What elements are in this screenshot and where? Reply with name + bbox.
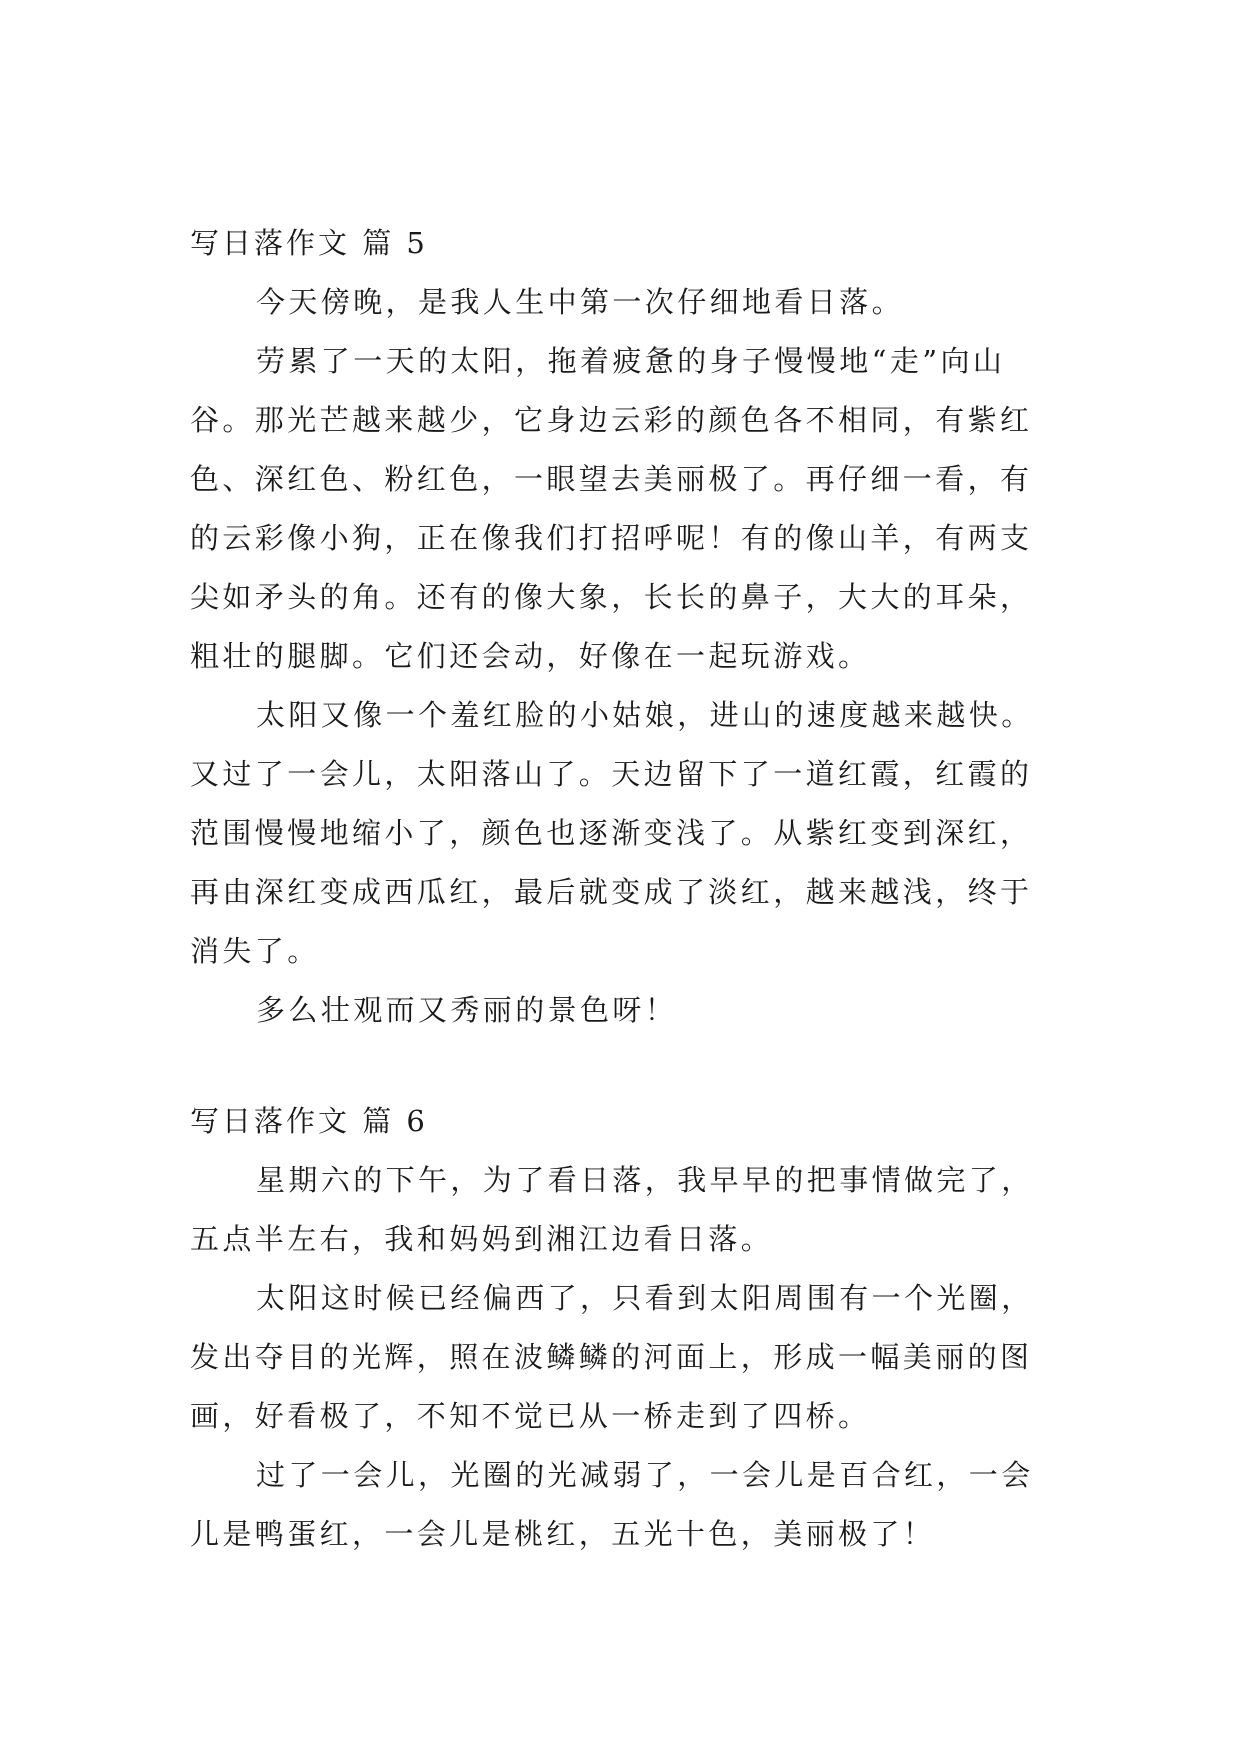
paragraph-line: 再由深红变成西瓜红，最后就变成了淡红，越来越浅，终于 — [190, 875, 1033, 909]
paragraph-line: 今天傍晚，是我人生中第一次仔细地看日落。 — [256, 285, 905, 319]
paragraph-line: 劳累了一天的太阳，拖着疲惫的身子慢慢地“走”向山 — [256, 344, 1006, 378]
essay-section-5 — [190, 214, 1090, 1040]
paragraph-line: 太阳又像一个羞红脸的小姑娘，进山的速度越来越快。 — [256, 698, 1034, 732]
paragraph-line: 谷。那光芒越来越少，它身边云彩的颜色各不相同，有紫红 — [190, 403, 1033, 437]
paragraph-line: 过了一会儿，光圈的光减弱了，一会儿是百合红，一会 — [256, 1458, 1034, 1492]
paragraph-line: 尖如矛头的角。还有的像大象，长长的鼻子，大大的耳朵， — [190, 580, 1033, 614]
paragraph-line: 又过了一会儿，太阳落山了。天边留下了一道红霞，红霞的 — [190, 757, 1033, 791]
paragraph-line: 消失了。 — [190, 934, 320, 968]
paragraph-line: 儿是鸭蛋红，一会儿是桃红，五光十色，美丽极了！ — [190, 1517, 936, 1551]
essay-section-6 — [190, 1092, 1090, 1564]
paragraph-line: 五点半左右，我和妈妈到湘江边看日落。 — [190, 1222, 774, 1256]
paragraph-line: 太阳这时候已经偏西了，只看到太阳周围有一个光圈， — [256, 1281, 1034, 1315]
section-title: 写日落作文 篇 6 — [190, 1104, 428, 1138]
paragraph-line: 星期六的下午，为了看日落，我早早的把事情做完了， — [256, 1163, 1034, 1197]
paragraph-line: 多么壮观而又秀丽的景色呀！ — [256, 993, 678, 1027]
paragraph-line: 发出夺目的光辉，照在波鳞鳞的河面上，形成一幅美丽的图 — [190, 1340, 1033, 1374]
paragraph-line: 画，好看极了，不知不觉已从一桥走到了四桥。 — [190, 1399, 871, 1433]
paragraph-line: 色、深红色、粉红色，一眼望去美丽极了。再仔细一看，有 — [190, 462, 1033, 496]
section-title: 写日落作文 篇 5 — [190, 226, 428, 260]
paragraph-line: 粗壮的腿脚。它们还会动，好像在一起玩游戏。 — [190, 639, 871, 673]
paragraph-line: 的云彩像小狗，正在像我们打招呼呢！有的像山羊，有两支 — [190, 521, 1033, 555]
paragraph-line: 范围慢慢地缩小了，颜色也逐渐变浅了。从紫红变到深红， — [190, 816, 1033, 850]
